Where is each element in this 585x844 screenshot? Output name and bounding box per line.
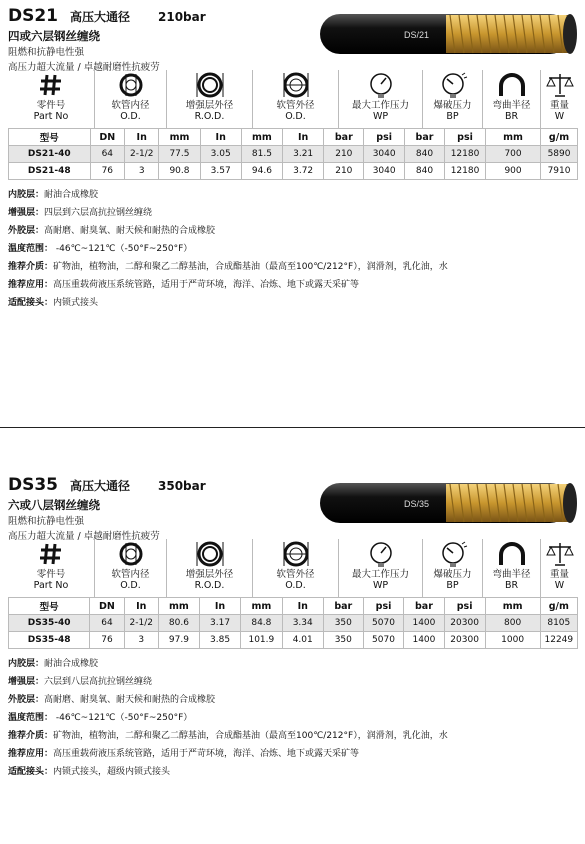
column-label: 弯曲半径	[492, 569, 531, 580]
note-value: 矿物油，植物油，二醇和聚乙二醇基油，合成酯基油（最高至100℃/212°F），润滑剂，乳化油，水	[53, 731, 448, 741]
column-label: 重量	[549, 100, 569, 111]
product-subtitle: 六或八层钢丝缠绕	[8, 498, 100, 512]
value-cell: 2-1/2	[125, 146, 159, 163]
column-label-en: O.D.	[285, 580, 306, 591]
column-label-en: O.D.	[120, 111, 141, 122]
spec-table	[8, 128, 578, 180]
note-value: -46℃~121℃（-50°F~250°F）	[53, 244, 193, 254]
product-header	[8, 475, 338, 543]
value-cell: 3	[124, 632, 158, 649]
value-cell: 20300	[444, 632, 485, 649]
unit-cell: bar	[404, 598, 444, 615]
column-label-en: W	[554, 111, 565, 122]
unit-cell: In	[283, 129, 324, 146]
pressure-gauge-icon	[339, 541, 422, 567]
value-cell: 97.9	[158, 632, 199, 649]
table-row	[9, 146, 578, 163]
note-key: 推荐介质：	[8, 731, 54, 741]
column-header-6	[482, 70, 540, 128]
unit-cell: bar	[323, 598, 363, 615]
column-label: 软管内径	[111, 569, 150, 580]
value-cell: 64	[90, 146, 124, 163]
burst-gauge-icon	[423, 541, 482, 567]
value-cell: 77.5	[159, 146, 200, 163]
unit-cell: In	[199, 598, 240, 615]
note-key: 增强层：	[8, 677, 45, 687]
column-label-en: O.D.	[285, 111, 306, 122]
units-row	[9, 598, 578, 615]
outer-diameter-icon	[253, 72, 338, 98]
value-cell: 350	[323, 632, 363, 649]
note-value: 耐油合成橡胶	[44, 190, 99, 200]
column-label-en: BP	[446, 580, 459, 591]
model-name: DS21	[8, 6, 59, 26]
note-line	[8, 240, 578, 258]
unit-cell: mm	[158, 598, 199, 615]
note-value: 矿物油，植物油，二醇和聚乙二醇基油，合成酯基油（最高至100℃/212°F），润滑剂，乳化油，水	[53, 262, 448, 272]
column-label: 最大工作压力	[351, 569, 409, 580]
value-cell: 210	[324, 163, 364, 180]
value-cell: 700	[486, 146, 541, 163]
unit-cell: psi	[363, 598, 403, 615]
unit-cell: In	[282, 598, 323, 615]
note-key: 温度范围：	[8, 713, 54, 723]
value-cell: 8105	[540, 615, 577, 632]
value-cell: 1400	[404, 615, 444, 632]
product-subtitle: 四或六层钢丝缠绕	[8, 29, 100, 43]
unit-cell: psi	[364, 129, 405, 146]
unit-cell: psi	[445, 129, 486, 146]
note-key: 适配接头：	[8, 298, 54, 308]
note-value: 耐油合成橡胶	[44, 659, 99, 669]
product-desc-2: 高压力超大流量 / 卓越耐磨性抗疲劳	[8, 62, 160, 73]
unit-cell: mm	[241, 598, 283, 615]
unit-cell: In	[125, 129, 159, 146]
unit-cell: psi	[444, 598, 485, 615]
value-cell: 3	[125, 163, 159, 180]
pressure-gauge-icon	[339, 72, 422, 98]
unit-cell: bar	[324, 129, 364, 146]
note-line	[8, 691, 578, 709]
note-line	[8, 186, 578, 204]
inner-diameter-icon	[95, 541, 166, 567]
note-line	[8, 745, 578, 763]
pressure-rating: 210bar	[158, 10, 206, 24]
product-desc-1: 阻燃和抗静电性强	[8, 516, 85, 527]
note-key: 推荐介质：	[8, 262, 54, 272]
note-key: 外胶层：	[8, 695, 45, 705]
column-label-en: BP	[446, 111, 459, 122]
note-value: 四层到六层高抗拉钢丝缠绕	[44, 208, 153, 218]
column-label-en: WP	[372, 111, 389, 122]
spec-notes	[8, 655, 578, 781]
column-label-en: BR	[504, 580, 519, 591]
column-header-1	[94, 70, 166, 128]
note-line	[8, 222, 578, 240]
column-label: 爆破压力	[433, 569, 472, 580]
note-value: 高压重载荷液压系统管路，适用于严苛环境，海洋、冶炼、地下或露天采矿等	[53, 280, 360, 290]
value-cell: 20300	[444, 615, 485, 632]
model-name: DS35	[8, 475, 59, 495]
note-line	[8, 763, 578, 781]
value-cell: 81.5	[241, 146, 282, 163]
value-cell: 5070	[363, 632, 403, 649]
value-cell: 1000	[485, 632, 540, 649]
value-cell: 76	[90, 163, 124, 180]
note-key: 适配接头：	[8, 767, 54, 777]
unit-cell: g/m	[540, 598, 577, 615]
note-value: -46℃~121℃（-50°F~250°F）	[53, 713, 193, 723]
column-label-en: R.O.D.	[194, 580, 225, 591]
value-cell: 80.6	[158, 615, 199, 632]
column-label: 软管外径	[276, 100, 315, 111]
note-line	[8, 294, 578, 312]
unit-cell: g/m	[541, 129, 578, 146]
unit-cell: bar	[404, 129, 444, 146]
note-line	[8, 204, 578, 222]
value-cell: 94.6	[241, 163, 282, 180]
value-cell: 76	[90, 632, 124, 649]
outer-diameter-icon	[253, 541, 338, 567]
note-key: 内胶层：	[8, 190, 45, 200]
spec-notes	[8, 186, 578, 312]
burst-gauge-icon	[423, 72, 482, 98]
value-cell: 5070	[363, 615, 403, 632]
unit-cell: In	[124, 598, 158, 615]
value-cell: 3.05	[200, 146, 241, 163]
product-title: 高压大通径	[70, 10, 131, 24]
unit-cell: mm	[241, 129, 282, 146]
value-cell: 101.9	[241, 632, 283, 649]
spec-icon-row	[8, 70, 578, 128]
column-header-0	[8, 539, 94, 597]
unit-cell: DN	[90, 598, 124, 615]
bend-radius-icon	[483, 72, 540, 98]
svg-text:DS/21: DS/21	[404, 30, 430, 40]
note-value: 高耐磨、耐臭氧、耐天候和耐热的合成橡胶	[44, 226, 216, 236]
value-cell: 12180	[445, 146, 486, 163]
units-row	[9, 129, 578, 146]
value-cell: 3.17	[199, 615, 240, 632]
value-cell: 90.8	[159, 163, 200, 180]
value-cell: 840	[404, 146, 444, 163]
part-number-cell: DS35-48	[9, 632, 90, 649]
value-cell: 12180	[445, 163, 486, 180]
hash-icon	[8, 541, 94, 567]
value-cell: 1400	[404, 632, 444, 649]
note-key: 增强层：	[8, 208, 45, 218]
spec-table	[8, 597, 578, 649]
column-label: 零件号	[36, 569, 66, 580]
note-line	[8, 709, 578, 727]
value-cell: 2-1/2	[124, 615, 158, 632]
section-divider	[0, 427, 585, 428]
value-cell: 3.57	[200, 163, 241, 180]
part-number-cell: DS21-48	[9, 163, 91, 180]
note-line	[8, 727, 578, 745]
column-header-3	[252, 539, 338, 597]
unit-cell: 型号	[9, 129, 91, 146]
column-header-7	[540, 539, 578, 597]
inner-diameter-icon	[95, 72, 166, 98]
hose-image	[320, 475, 578, 531]
product-desc-2: 高压力超大流量 / 卓越耐磨性抗疲劳	[8, 531, 160, 542]
note-key: 温度范围：	[8, 244, 54, 254]
value-cell: 3.85	[199, 632, 240, 649]
value-cell: 7910	[541, 163, 578, 180]
note-value: 高耐磨、耐臭氧、耐天候和耐热的合成橡胶	[44, 695, 216, 705]
column-label-en: Part No	[33, 580, 69, 591]
column-header-3	[252, 70, 338, 128]
column-header-7	[540, 70, 578, 128]
column-label: 软管外径	[276, 569, 315, 580]
column-label: 增强层外径	[185, 569, 234, 580]
column-label-en: W	[554, 580, 565, 591]
column-label-en: BR	[504, 111, 519, 122]
column-header-2	[166, 539, 252, 597]
column-header-4	[338, 539, 422, 597]
value-cell: 3.72	[283, 163, 324, 180]
part-number-cell: DS35-40	[9, 615, 90, 632]
table-row	[9, 632, 578, 649]
column-label-en: O.D.	[120, 580, 141, 591]
column-header-6	[482, 539, 540, 597]
note-key: 外胶层：	[8, 226, 45, 236]
table-row	[9, 163, 578, 180]
note-line	[8, 276, 578, 294]
unit-cell: mm	[159, 129, 200, 146]
note-line	[8, 258, 578, 276]
spec-icon-row	[8, 539, 578, 597]
value-cell: 4.01	[282, 632, 323, 649]
note-value: 高压重载荷液压系统管路，适用于严苛环境，海洋、冶炼、地下或露天采矿等	[53, 749, 360, 759]
scale-icon	[541, 541, 578, 567]
note-key: 推荐应用：	[8, 749, 54, 759]
value-cell: 800	[485, 615, 540, 632]
value-cell: 3.21	[283, 146, 324, 163]
column-header-1	[94, 539, 166, 597]
value-cell: 3.34	[282, 615, 323, 632]
column-header-0	[8, 70, 94, 128]
column-header-2	[166, 70, 252, 128]
unit-cell: mm	[486, 129, 541, 146]
unit-cell: 型号	[9, 598, 90, 615]
product-header	[8, 6, 338, 74]
column-label: 弯曲半径	[492, 100, 531, 111]
column-label: 零件号	[36, 100, 66, 111]
unit-cell: mm	[485, 598, 540, 615]
value-cell: 210	[324, 146, 364, 163]
value-cell: 3040	[364, 146, 405, 163]
column-label: 重量	[549, 569, 569, 580]
svg-text:DS/35: DS/35	[404, 499, 430, 509]
hash-icon	[8, 72, 94, 98]
unit-cell: DN	[90, 129, 124, 146]
unit-cell: In	[200, 129, 241, 146]
value-cell: 350	[323, 615, 363, 632]
reinforcement-diameter-icon	[167, 541, 252, 567]
note-value: 内锁式接头，超级内锁式接头	[53, 767, 171, 777]
note-line	[8, 673, 578, 691]
note-line	[8, 655, 578, 673]
column-label-en: R.O.D.	[194, 111, 225, 122]
column-label-en: Part No	[33, 111, 69, 122]
column-header-5	[422, 539, 482, 597]
note-key: 内胶层：	[8, 659, 45, 669]
scale-icon	[541, 72, 578, 98]
hose-image	[320, 6, 578, 62]
reinforcement-diameter-icon	[167, 72, 252, 98]
note-value: 六层到八层高抗拉钢丝缠绕	[44, 677, 153, 687]
bend-radius-icon	[483, 541, 540, 567]
value-cell: 84.8	[241, 615, 283, 632]
note-value: 内锁式接头	[53, 298, 99, 308]
column-label: 软管内径	[111, 100, 150, 111]
value-cell: 840	[404, 163, 444, 180]
column-label: 爆破压力	[433, 100, 472, 111]
column-label: 最大工作压力	[351, 100, 409, 111]
value-cell: 64	[90, 615, 124, 632]
column-header-5	[422, 70, 482, 128]
product-desc-1: 阻燃和抗静电性强	[8, 47, 85, 58]
note-key: 推荐应用：	[8, 280, 54, 290]
part-number-cell: DS21-40	[9, 146, 91, 163]
column-label: 增强层外径	[185, 100, 234, 111]
table-row	[9, 615, 578, 632]
column-header-4	[338, 70, 422, 128]
pressure-rating: 350bar	[158, 479, 206, 493]
value-cell: 12249	[540, 632, 577, 649]
product-title: 高压大通径	[70, 479, 131, 493]
value-cell: 3040	[364, 163, 405, 180]
value-cell: 900	[486, 163, 541, 180]
column-label-en: WP	[372, 580, 389, 591]
value-cell: 5890	[541, 146, 578, 163]
